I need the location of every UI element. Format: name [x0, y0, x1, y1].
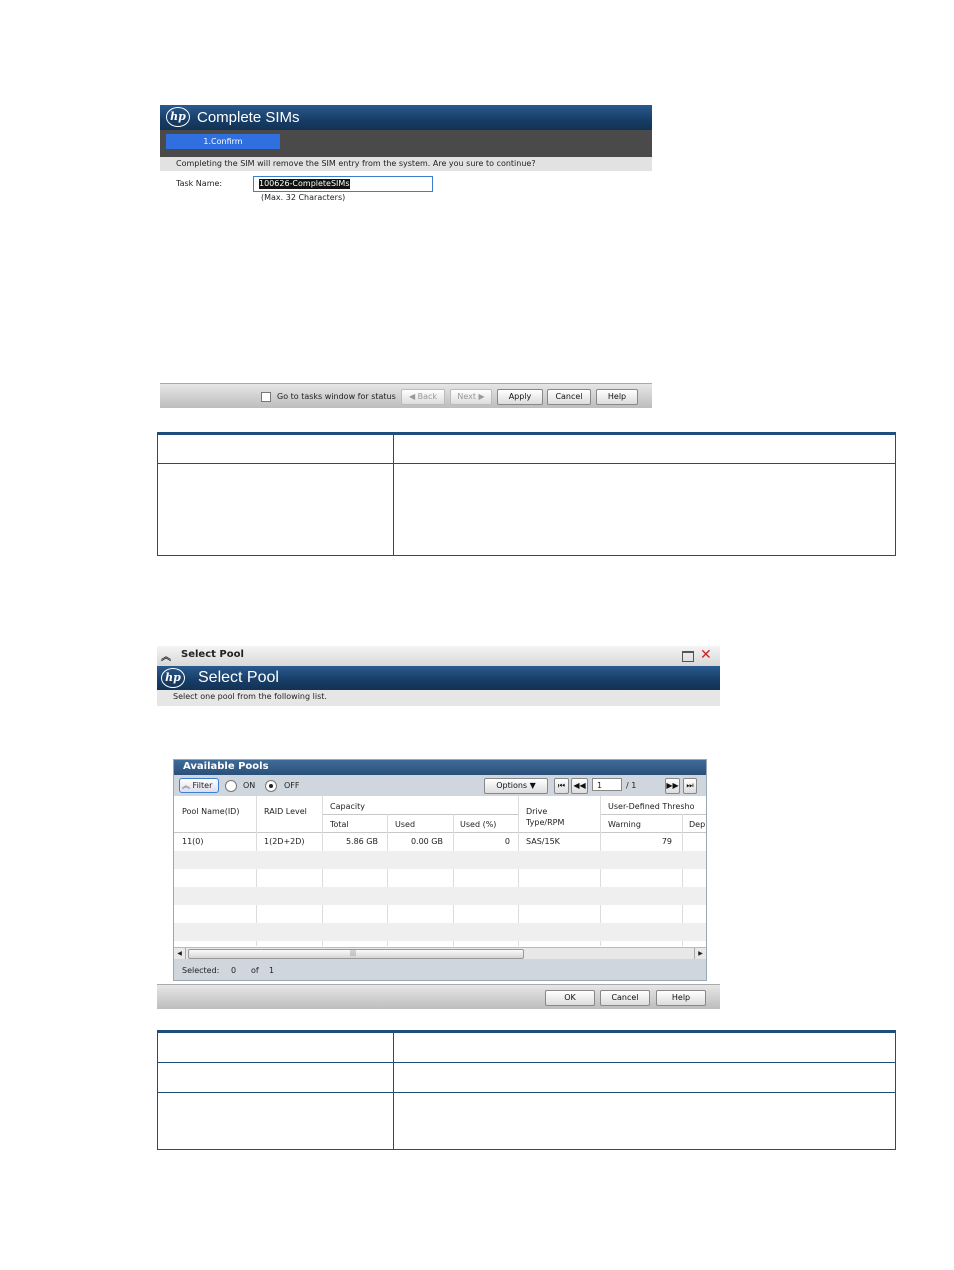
go-to-tasks-label: Go to tasks window for status [277, 392, 396, 401]
doc-table-2-row1-right [394, 1063, 896, 1093]
first-page-button[interactable] [554, 778, 569, 794]
collapse-icon[interactable]: ︽ [161, 652, 171, 663]
next-button[interactable] [450, 389, 492, 405]
chevron-down-icon: ▼ [529, 781, 536, 790]
header-drive[interactable]: Drive Type/RPM [526, 807, 565, 827]
page-input[interactable]: 1 [592, 778, 622, 791]
window-title: Select Pool [181, 649, 244, 660]
doc-table-2-header-left [158, 1032, 394, 1063]
task-name-value: 100626-CompleteSIMs [259, 179, 350, 188]
last-page-icon: ⏭ [686, 781, 694, 790]
hp-logo-icon: hp [166, 107, 190, 127]
dialog-title: Complete SIMs [197, 109, 300, 126]
select-pool-title: Select Pool [198, 669, 279, 686]
complete-sims-footer [160, 383, 652, 408]
task-name-input[interactable] [253, 176, 433, 192]
cell-pool-name: 11(0) [182, 837, 204, 846]
empty-row [174, 851, 706, 869]
cell-used-pct: 0 [504, 837, 510, 846]
options-button[interactable] [484, 778, 548, 794]
empty-row [174, 923, 706, 941]
help-button[interactable]: Help [596, 389, 638, 405]
selection-status-bar [174, 959, 706, 980]
of-label: of [251, 966, 259, 975]
of-count: 1 [269, 966, 275, 975]
doc-table-2 [157, 1030, 896, 1150]
close-icon[interactable]: ✕ [700, 647, 712, 663]
doc-table-1 [157, 432, 896, 556]
header-raid-level[interactable]: RAID Level [264, 807, 307, 816]
cell-drive: SAS/15K [526, 837, 560, 846]
cancel-button[interactable]: Cancel [547, 389, 591, 405]
filter-on-radio[interactable] [225, 780, 237, 792]
header-pool-name[interactable]: Pool Name(ID) [182, 807, 240, 816]
header-capacity: Capacity [330, 802, 365, 811]
filter-off-label: OFF [284, 781, 300, 790]
prev-page-button[interactable] [571, 778, 588, 794]
maximize-icon[interactable] [682, 651, 694, 662]
doc-table-2-row2-right [394, 1093, 896, 1150]
filter-off-radio[interactable] [265, 780, 277, 792]
selected-count: 0 [231, 966, 237, 975]
header-used[interactable]: Used [395, 820, 416, 829]
scroll-right-arrow-icon[interactable]: ▶ [694, 948, 706, 959]
apply-button[interactable]: Apply [497, 389, 543, 405]
first-page-icon: ⏮ [557, 781, 566, 790]
next-label: Next [457, 392, 476, 401]
header-depletion[interactable]: Dep [689, 820, 705, 829]
filter-label: Filter [192, 781, 213, 790]
help-button[interactable]: Help [656, 990, 706, 1006]
complete-sims-dialog [160, 105, 652, 171]
back-arrow-icon: ◀ [408, 392, 416, 401]
empty-row [174, 887, 706, 905]
select-pool-window [157, 646, 720, 1008]
available-pools-panel [173, 759, 707, 981]
options-label: Options [496, 781, 528, 790]
next-page-button[interactable] [665, 778, 680, 794]
last-page-button[interactable] [683, 778, 697, 794]
go-to-tasks-checkbox[interactable] [261, 392, 271, 402]
header-total[interactable]: Total [330, 820, 349, 829]
next-page-icon: ▶▶ [666, 781, 679, 790]
step-confirm-tab[interactable]: 1.Confirm [166, 134, 280, 149]
cell-used: 0.00 GB [410, 837, 443, 846]
doc-table-1-header-left [158, 434, 394, 464]
doc-table-2-row1-left [158, 1063, 394, 1093]
doc-table-1-header-right [394, 434, 896, 464]
panel-header [174, 760, 706, 775]
page-total: / 1 [626, 781, 637, 790]
select-pool-instruction: Select one pool from the following list. [157, 690, 720, 706]
table-row[interactable] [174, 832, 706, 851]
filter-on-label: ON [243, 781, 256, 790]
ok-button[interactable]: OK [545, 990, 595, 1006]
cell-warning: 79 [661, 837, 672, 846]
back-label: Back [417, 392, 438, 401]
radio-selected-dot [269, 784, 273, 788]
selected-label: Selected: [182, 966, 220, 975]
thumb-grip-icon: ||| [350, 950, 357, 957]
complete-sims-banner [160, 105, 652, 130]
back-button[interactable] [401, 389, 445, 405]
cell-raid-level: 1(2D+2D) [264, 837, 305, 846]
scroll-left-arrow-icon[interactable]: ◀ [174, 948, 186, 959]
confirm-message: Completing the SIM will remove the SIM entry from the system. Are you sure to continue? [160, 157, 652, 171]
select-pool-banner [157, 666, 720, 690]
select-pool-footer [157, 984, 720, 1009]
step-bar [160, 130, 652, 157]
panel-title: Available Pools [183, 761, 269, 772]
threshold-group-line [600, 814, 706, 815]
filter-button[interactable] [179, 778, 219, 793]
panel-toolbar [174, 775, 706, 796]
task-name-hint: (Max. 32 Characters) [261, 193, 346, 202]
scrollbar-thumb[interactable] [188, 949, 524, 959]
header-warning[interactable]: Warning [608, 820, 641, 829]
header-used-pct[interactable]: Used (%) [460, 820, 497, 829]
hp-logo-icon: hp [161, 668, 185, 688]
window-titlebar [157, 646, 720, 667]
cell-total: 5.86 GB [345, 837, 378, 846]
prev-page-icon: ◀◀ [573, 781, 586, 790]
header-threshold: User-Defined Thresho [608, 802, 695, 811]
next-arrow-icon: ▶ [478, 392, 485, 401]
doc-table-2-row2-left [158, 1093, 394, 1150]
doc-table-1-cell-left [158, 464, 394, 556]
doc-table-2-header-right [394, 1032, 896, 1063]
cancel-button[interactable]: Cancel [600, 990, 650, 1006]
doc-table-1-cell-right [394, 464, 896, 556]
capacity-group-line [322, 814, 518, 815]
filter-collapse-icon: ︽ [182, 781, 190, 790]
task-name-label: Task Name: [176, 179, 223, 188]
